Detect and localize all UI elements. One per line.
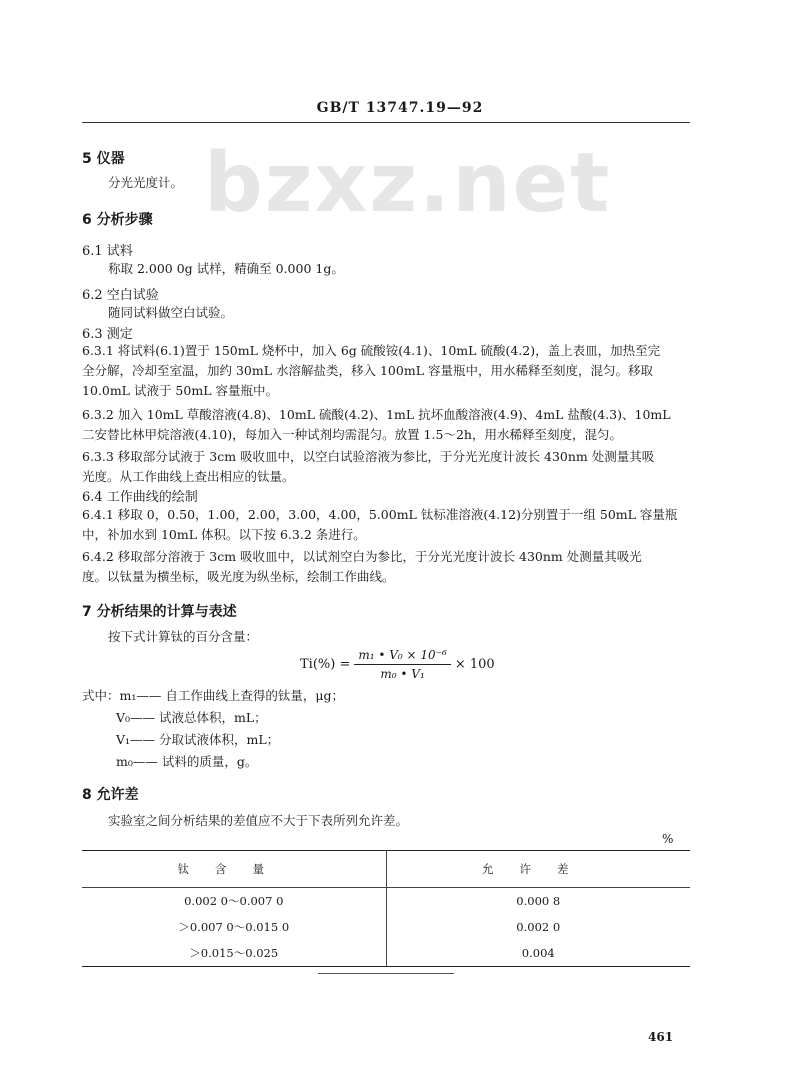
page-number: 461: [648, 1030, 674, 1044]
header-tolerance: 允许差: [386, 851, 690, 888]
formula-tail: × 100: [454, 657, 495, 672]
section-6-3-1-line-1: 6.3.1 将试料(6.1)置于 150mL 烧杯中，加入 6g 硫酸铵(4.1)、10mL 硫酸(4.2)，盖上表皿，加热至完: [82, 343, 661, 358]
section-6-4-1-line-2: 中，补加水到 10mL 体积。以下按 6.3.2 条进行。: [82, 527, 366, 542]
section-7-intro: 按下式计算钛的百分含量：: [108, 629, 259, 644]
tolerance-table: [82, 850, 690, 967]
formula-numerator: m₁ • V₀ × 10⁻⁶: [354, 648, 450, 665]
formula-denominator: m₀ • V₁: [380, 667, 425, 681]
section-6-2-text: 随同试料做空白试验。: [108, 305, 234, 320]
section-6-3-1-line-3: 10.0mL 试液于 50mL 容量瓶中。: [82, 383, 278, 398]
section-8-title: 8 允许差: [82, 787, 139, 803]
where-line-2: V₀—— 试液总体积，mL；: [116, 710, 267, 725]
section-6-3-1-line-2: 全分解，冷却至室温，加约 30mL 水溶解盐类，移入 100mL 容量瓶中，用水稀释至刻度，混匀。移取: [82, 363, 653, 378]
section-6-2-title: 6.2 空白试验: [82, 288, 159, 303]
watermark: bzxz.net: [204, 136, 612, 231]
section-5-title: 5 仪器: [82, 151, 125, 167]
table-header-row: [82, 851, 690, 888]
table-row: [82, 914, 690, 940]
section-7-title: 7 分析结果的计算与表述: [82, 604, 237, 620]
section-8-intro: 实验室之间分析结果的差值应不大于下表所列允许差。: [108, 813, 409, 828]
formula: [300, 648, 495, 681]
section-5-text: 分光光度计。: [108, 175, 184, 190]
section-6-1-title: 6.1 试料: [82, 244, 133, 259]
unit-label: %: [662, 832, 674, 846]
section-6-3-title: 6.3 测定: [82, 327, 133, 342]
header-rule: [82, 122, 690, 123]
table-cell: 0.000 8: [386, 888, 690, 915]
section-6-3-2-line-2: 二安替比林甲烷溶液(4.10)，每加入一种试剂均需混匀。放置 1.5～2h，用水稀释至刻度，混匀。: [82, 427, 622, 442]
where-line-1: 式中：m₁—— 自工作曲线上查得的钛量，μg；: [82, 688, 344, 703]
where-line-3: V₁—— 分取试液体积，mL；: [116, 732, 280, 747]
table-cell: 0.002 0～0.007 0: [184, 894, 284, 908]
table-row: [82, 940, 690, 967]
standard-header: GB/T 13747.19—92: [316, 100, 484, 116]
formula-fraction: [354, 648, 450, 681]
section-6-4-2-line-2: 度。以钛量为横坐标，吸光度为纵坐标，绘制工作曲线。: [82, 569, 395, 584]
section-6-title: 6 分析步骤: [82, 212, 153, 228]
table-cell: 0.002 0: [386, 914, 690, 940]
section-6-3-3-line-1: 6.3.3 移取部分试液于 3cm 吸收皿中，以空白试验溶液为参比，于分光光度计波长 430nm 处测量其吸: [82, 449, 655, 464]
end-rule: [318, 973, 454, 974]
section-6-3-2-line-1: 6.3.2 加入 10mL 草酸溶液(4.8)、10mL 硫酸(4.2)、1mL 抗坏血酸溶液(4.9)、4mL 盐酸(4.3)、10mL: [82, 407, 671, 422]
table-cell: 0.004: [386, 940, 690, 967]
table-cell: ＞0.015～0.025: [189, 946, 279, 960]
formula-lhs: Ti(%) =: [300, 657, 351, 672]
table-row: [82, 888, 690, 915]
section-6-3-3-line-2: 光度。从工作曲线上查出相应的钛量。: [82, 469, 295, 484]
section-6-4-1-line-1: 6.4.1 移取 0，0.50，1.00，2.00，3.00，4.00，5.00mL 钛标准溶液(4.12)分别置于一组 50mL 容量瓶: [82, 507, 678, 522]
section-6-4-title: 6.4 工作曲线的绘制: [82, 490, 198, 505]
header-ti-content: 钛含量: [82, 851, 386, 888]
section-6-1-text: 称取 2.000 0g 试样，精确至 0.000 1g。: [108, 261, 344, 276]
section-6-4-2-line-1: 6.4.2 移取部分溶液于 3cm 吸收皿中，以试剂空白为参比，于分光光度计波长 430nm 处测量其吸光: [82, 549, 642, 564]
where-line-4: m₀—— 试料的质量，g。: [116, 754, 258, 769]
table-cell: ＞0.007 0～0.015 0: [178, 920, 290, 934]
